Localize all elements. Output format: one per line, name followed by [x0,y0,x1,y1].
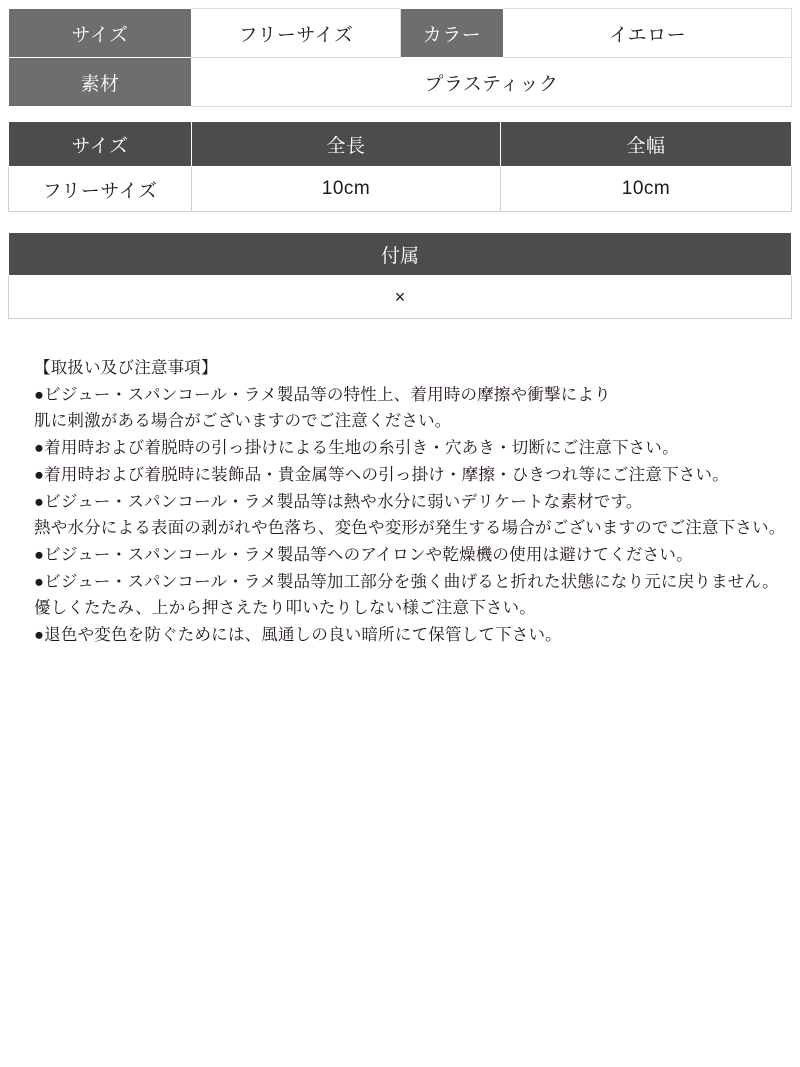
size-cell-length: 10cm [192,167,501,212]
note-line: ●退色や変色を防ぐためには、風通しの良い暗所にて保管して下さい。 [34,626,562,645]
note-line: ●着用時および着脱時の引っ掛けによる生地の糸引き・穴あき・切断にご注意下さい。 [34,439,679,458]
size-cell-width: 10cm [501,167,792,212]
table-row [9,276,792,319]
specification-table [8,8,792,107]
note-line: ●ビジュー・スパンコール・ラメ製品等は熱や水分に弱いデリケートな素材です。 [34,492,643,511]
spec-label-size: サイズ [9,9,192,58]
note-line: 肌に刺激がある場合がございますのでご注意ください。 [34,412,452,431]
spec-value-material: プラスティック [192,58,792,107]
spec-value-color: イエロー [504,9,792,58]
size-cell-size: フリーサイズ [9,167,192,212]
table-row [9,9,792,58]
spec-value-size: フリーサイズ [192,9,401,58]
notes-title: 【取扱い及び注意事項】 [34,359,218,377]
note-line: ●ビジュー・スパンコール・ラメ製品等の特性上、着用時の摩擦や衝撃により [34,385,611,404]
size-header-size: サイズ [9,122,192,167]
spec-label-material: 素材 [9,58,192,107]
size-table [8,121,792,212]
notes-section [8,355,792,649]
accessory-value: × [9,276,792,319]
table-row [9,167,792,212]
table-header-row [9,233,792,276]
note-line: 熱や水分による表面の剥がれや色落ち、変色や変形が発生する場合がございますのでご注意下さい。 [34,519,786,538]
table-row [9,58,792,107]
accessory-table [8,232,792,319]
accessory-header: 付属 [9,233,792,276]
spec-label-color: カラー [401,9,504,58]
note-line: ●着用時および着脱時に装飾品・貴金属等への引っ掛け・摩擦・ひきつれ等にご注意下さい。 [34,465,729,484]
size-header-length: 全長 [192,122,501,167]
table-header-row [9,122,792,167]
note-line: ●ビジュー・スパンコール・ラメ製品等加工部分を強く曲げると折れた状態になり元に戻りません。 [34,572,779,591]
note-line: ●ビジュー・スパンコール・ラメ製品等へのアイロンや乾燥機の使用は避けてください。 [34,546,693,565]
note-line: 優しくたたみ、上から押さえたり叩いたりしない様ご注意下さい。 [34,599,536,618]
size-header-width: 全幅 [501,122,792,167]
